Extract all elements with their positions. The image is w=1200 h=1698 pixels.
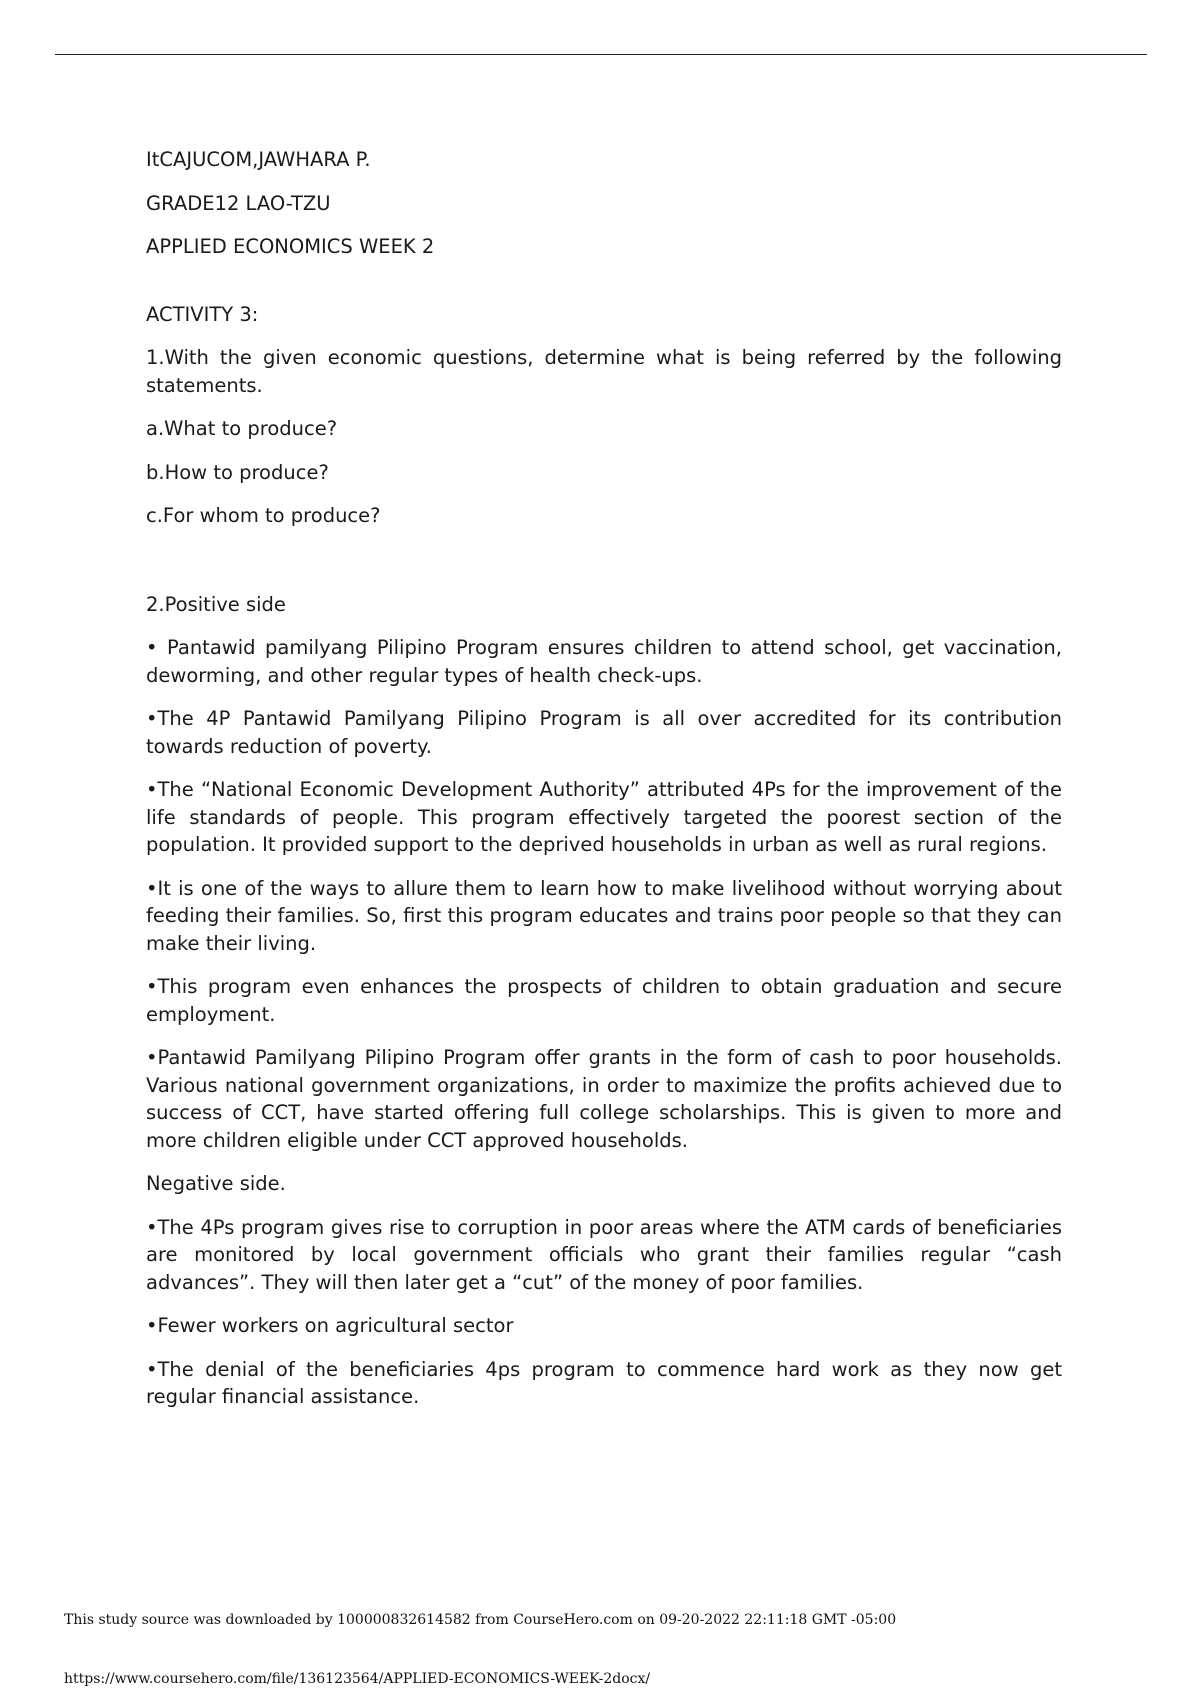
positive-point: •The 4P Pantawid Pamilyang Pilipino Program is all over accredited for its contribution towards reduction of poverty. — [146, 707, 1062, 758]
question-1-option-b: b.How to produce? — [146, 460, 329, 484]
question-1-option-a: a.What to produce? — [146, 417, 338, 440]
positive-point: • Pantawid pamilyang Pilipino Program ensures children to attend school, get vaccination, deworming, and other regular types of health check-ups. — [146, 636, 1062, 687]
positive-point: •The “National Economic Development Authority” attributed 4Ps for the improvement of the life standards of people. This program effectively targeted the poorest section of the population. It provided support to the deprived households in urban as well as rural regions. — [146, 778, 1062, 856]
negative-point: •The 4Ps program gives rise to corruption in poor areas where the ATM cards of beneficiaries are monitored by local government officials who grant their families regular “cash advances”. They will then later get a “cut” of the money of poor families. — [146, 1215, 1062, 1294]
top-divider — [55, 54, 1147, 55]
question-1-option-c: c.For whom to produce? — [146, 504, 381, 527]
positive-point: •It is one of the ways to allure them to learn how to make livelihood without worrying about feeding their families. So, first this program educates and trains poor people so that they can make their living. — [146, 876, 1062, 955]
negative-point: •Fewer workers on agricultural sector — [146, 1314, 514, 1337]
question-1-prompt: 1.With the given economic questions, determine what is being referred by the following statements. — [146, 346, 1062, 397]
positive-point: •Pantawid Pamilyang Pilipino Program offer grants in the form of cash to poor households. Various national government organizations, in order to maximize the profits achieved due to success of CCT, have started offering full college scholarships. This is given to more and more children eligible under CCT approved households. — [146, 1046, 1062, 1152]
download-source-note: This study source was downloaded by 100000832614582 from CourseHero.com on 09-20-2022 22:11:18 GMT -05:00 — [64, 1612, 897, 1628]
negative-side-heading: Negative side. — [146, 1172, 286, 1195]
positive-point: •This program even enhances the prospects of children to obtain graduation and secure employment. — [146, 975, 1062, 1026]
grade-section: GRADE12 LAO-TZU — [146, 191, 331, 215]
document-body — [146, 146, 1062, 1427]
source-url[interactable]: https://www.coursehero.com/file/136123564/APPLIED-ECONOMICS-WEEK-2docx/ — [64, 1671, 651, 1687]
student-name: ItCAJUCOM,JAWHARA P. — [146, 148, 371, 171]
negative-point: •The denial of the beneficiaries 4ps program to commence hard work as they now get regular financial assistance. — [146, 1357, 1062, 1408]
spacer — [146, 277, 1062, 301]
positive-side-heading: 2.Positive side — [146, 592, 286, 616]
activity-title: ACTIVITY 3: — [146, 302, 259, 326]
spacer — [146, 546, 1062, 591]
subject-title: APPLIED ECONOMICS WEEK 2 — [146, 235, 435, 258]
